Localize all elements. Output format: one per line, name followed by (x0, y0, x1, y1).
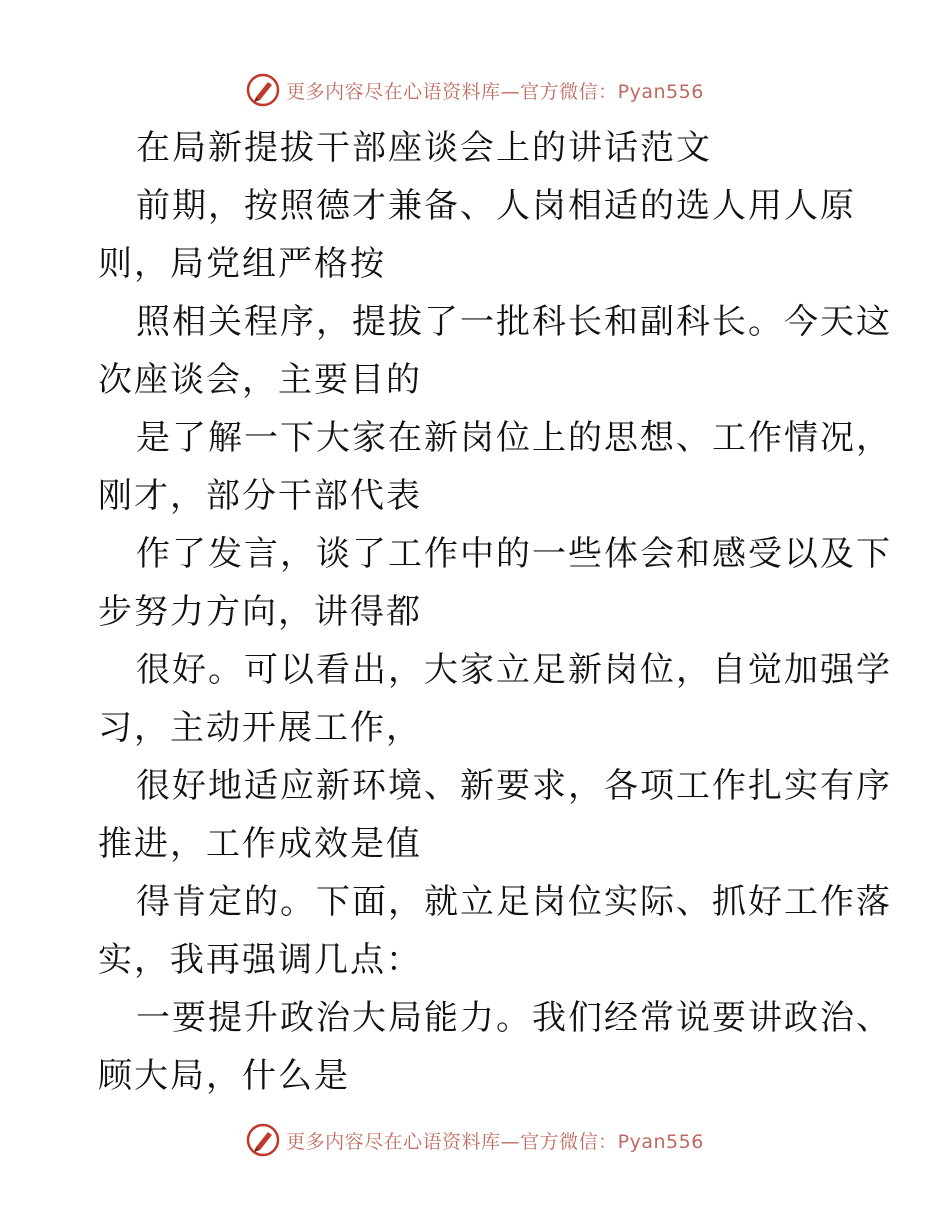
text-line: 是了解一下大家在新岗位上的思想、工作情况， (136, 418, 892, 458)
text-line: 很好。可以看出，大家立足新岗位，自觉加强学 (136, 650, 892, 690)
text-line: 则，局党组严格按 (98, 244, 386, 284)
text-line: 实，我再强调几点： (98, 940, 422, 980)
document-title: 在局新提拔干部座谈会上的讲话范文 (136, 128, 712, 168)
pen-logo-icon (246, 1123, 280, 1157)
text-line: 一要提升政治大局能力。我们经常说要讲政治、 (136, 998, 892, 1038)
text-line: 得肯定的。下面，就立足岗位实际、抓好工作落 (136, 882, 892, 922)
text-line: 前期，按照德才兼备、人岗相适的选人用人原 (136, 186, 856, 226)
text-line: 照相关程序，提拔了一批科长和副科长。今天这 (136, 302, 892, 342)
text-line: 作了发言，谈了工作中的一些体会和感受以及下 (136, 534, 892, 574)
text-line: 步努力方向，讲得都 (98, 592, 422, 632)
text-line: 推进，工作成效是值 (98, 824, 422, 864)
document-body (98, 122, 892, 1108)
text-line: 顾大局，什么是 (98, 1056, 350, 1096)
footer-banner (0, 1120, 950, 1160)
text-line: 习，主动开展工作， (98, 708, 422, 748)
text-line: 次座谈会，主要目的 (98, 360, 422, 400)
header-banner (0, 70, 950, 110)
banner-text: 更多内容尽在心语资料库—官方微信：Pyan556 (286, 1130, 704, 1153)
pen-logo-icon (246, 73, 280, 107)
text-line: 很好地适应新环境、新要求，各项工作扎实有序 (136, 766, 892, 806)
text-line: 刚才，部分干部代表 (98, 476, 422, 516)
banner-text: 更多内容尽在心语资料库—官方微信：Pyan556 (286, 80, 704, 103)
